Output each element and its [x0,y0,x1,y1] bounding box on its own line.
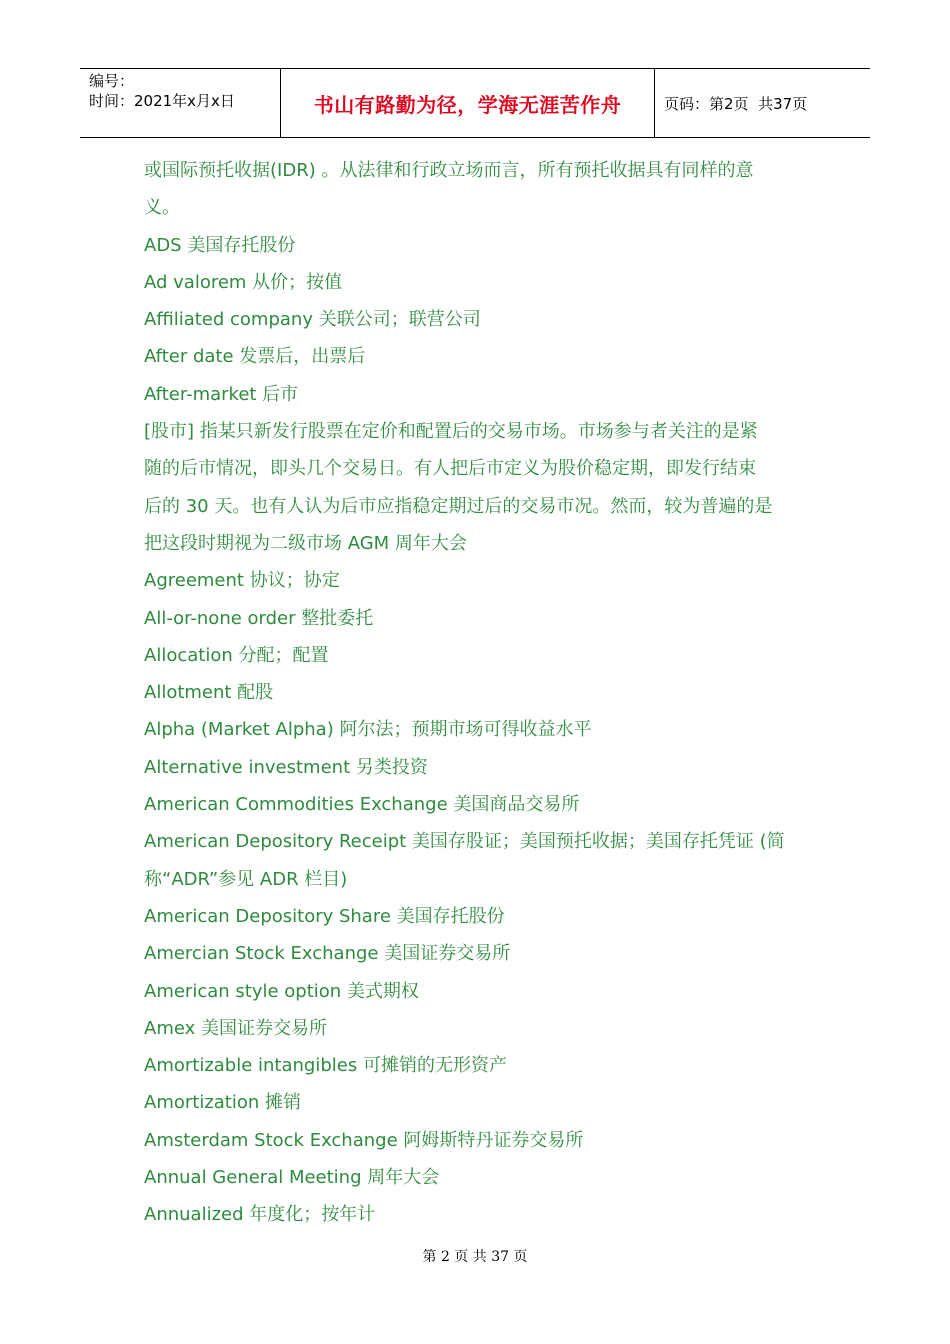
document-date-label: 时间：2021年x月x日 [89,92,235,110]
page-header [80,68,870,138]
glossary-entry: Alpha (Market Alpha) 阿尔法；预期市场可得收益水平 [144,719,592,741]
glossary-entry: American Depository Receipt 美国存股证；美国预托收据；美国存托凭证 (简 [144,831,785,853]
text-line: 义。 [144,197,180,219]
glossary-entry: Allotment 配股 [144,682,274,704]
text-line: [股市] 指某只新发行股票在定价和配置后的交易市场。市场参与者关注的是紧 [144,421,758,443]
glossary-entry: Agreement 协议；协定 [144,570,340,592]
header-motto-cell [281,69,655,137]
glossary-entry: Allocation 分配；配置 [144,644,329,666]
glossary-entry: Amex 美国证券交易所 [144,1017,327,1039]
glossary-entry: All-or-none order 整批委托 [144,607,374,629]
glossary-entry: After-market 后市 [144,383,299,405]
page-footer: 第 2 页 共 37 页 [422,1249,528,1265]
glossary-entry: Amsterdam Stock Exchange 阿姆斯特丹证券交易所 [144,1129,584,1151]
glossary-entry: Amercian Stock Exchange 美国证券交易所 [144,943,511,965]
glossary-entry: Ad valorem 从价；按值 [144,271,343,293]
document-body [144,152,814,1234]
text-line: 随的后市情况，即头几个交易日。有人把后市定义为股价稳定期，即发行结束 [144,458,756,480]
header-page-label: 页码：第2页 共37页 [664,94,808,113]
text-line: 称“ADR”参见 ADR 栏目) [144,868,348,890]
text-line: 后的 30 天。也有人认为后市应指稳定期过后的交易市况。然而，较为普遍的是 [144,495,773,517]
glossary-entry: American Commodities Exchange 美国商品交易所 [144,794,580,816]
glossary-entry: Alternative investment 另类投资 [144,756,428,778]
document-number-label: 编号： [89,72,135,90]
glossary-entry: Amortization 摊销 [144,1092,301,1114]
glossary-entry: ADS 美国存托股份 [144,234,296,256]
header-meta-cell [80,69,281,137]
text-line: 把这段时期视为二级市场 AGM 周年大会 [144,532,467,554]
glossary-entry: American Depository Share 美国存托股份 [144,905,505,927]
text-line: 或国际预托收据(IDR) 。从法律和行政立场而言，所有预托收据具有同样的意 [144,160,754,181]
glossary-entry: Affiliated company 关联公司；联营公司 [144,309,481,331]
glossary-entry: Annualized 年度化；按年计 [144,1204,376,1226]
glossary-entry: Annual General Meeting 周年大会 [144,1167,440,1189]
glossary-entry: After date 发票后，出票后 [144,346,366,368]
glossary-entry: Amortizable intangibles 可摊销的无形资产 [144,1055,507,1077]
header-motto: 书山有路勤为径，学海无涯苦作舟 [313,92,622,117]
header-page-cell [655,69,870,137]
glossary-entry: American style option 美式期权 [144,980,419,1002]
